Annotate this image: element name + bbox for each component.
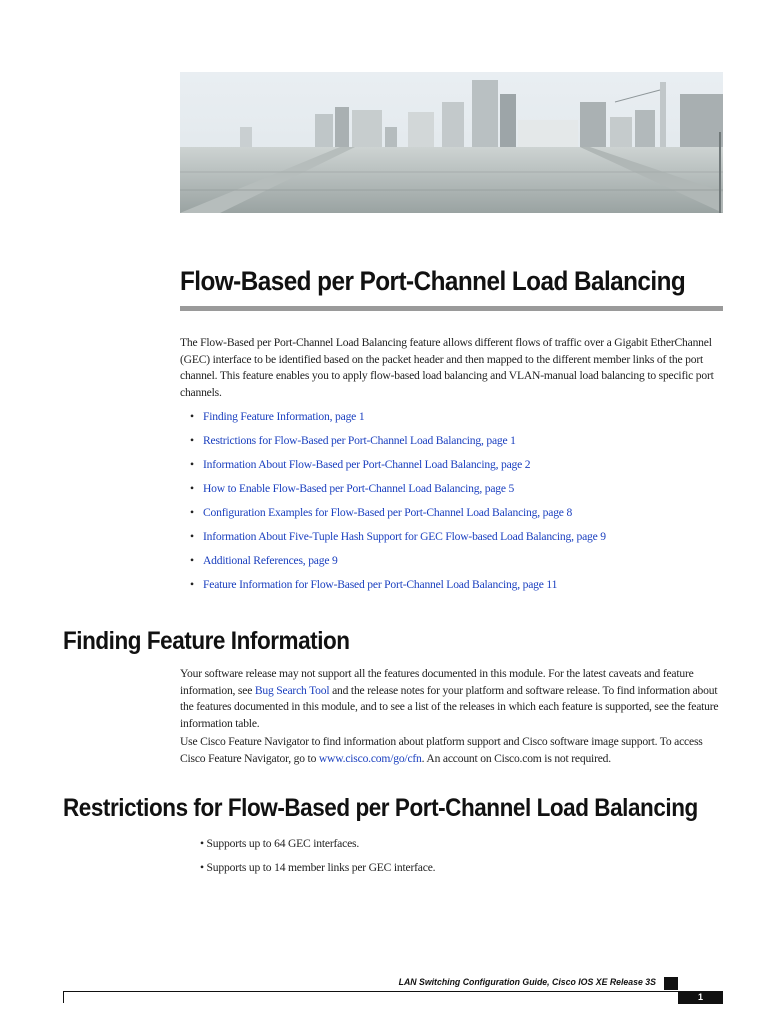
title-underline xyxy=(180,306,723,311)
bullet-icon: • xyxy=(190,410,194,423)
toc-link[interactable]: Feature Information for Flow-Based per Port-Channel Load Balancing, page 11 xyxy=(203,578,558,591)
toc-item[interactable] xyxy=(190,457,606,481)
finding-paragraph-2: Use Cisco Feature Navigator to find information about platform support and Cisco software image support. To access Cisco Feature Navigator, go to www.cisco.com/go/cfn. An account on Cisco.com is not required. xyxy=(180,735,703,765)
bullet-icon: • xyxy=(190,506,194,519)
toc-link[interactable]: Information About Flow-Based per Port-Channel Load Balancing, page 2 xyxy=(203,458,531,471)
bullet-icon: • xyxy=(190,578,194,591)
toc-item[interactable] xyxy=(190,529,606,553)
header-banner-image xyxy=(180,72,723,213)
toc-link[interactable]: How to Enable Flow-Based per Port-Channel Load Balancing, page 5 xyxy=(203,482,515,495)
toc-item[interactable] xyxy=(190,481,606,505)
bullet-icon: • xyxy=(190,482,194,495)
toc-item[interactable] xyxy=(190,409,606,433)
toc-link[interactable]: Additional References, page 9 xyxy=(203,554,338,567)
toc-link[interactable]: Restrictions for Flow-Based per Port-Channel Load Balancing, page 1 xyxy=(203,434,516,447)
toc-item[interactable] xyxy=(190,505,606,529)
page-title: Flow-Based per Port-Channel Load Balancing xyxy=(180,266,686,296)
footer-guide-title: LAN Switching Configuration Guide, Cisco IOS XE Release 3S xyxy=(398,977,656,988)
bullet-icon: • xyxy=(190,458,194,471)
table-of-contents xyxy=(190,409,606,601)
footer-marker xyxy=(664,977,678,990)
restrictions-list xyxy=(200,836,435,884)
bullet-icon: • xyxy=(190,434,194,447)
toc-item[interactable] xyxy=(190,433,606,457)
page-number: 1 xyxy=(678,991,723,1004)
intro-paragraph: The Flow-Based per Port-Channel Load Balancing feature allows different flows of traffic over a Gigabit EtherChannel (GEC) interface to be identified based on the packet header and then mapped to the different member links of the port channel. This feature enables you to apply flow-based load balancing and VLAN-manual load balancing to specific port channels. xyxy=(180,336,714,399)
section-heading-restrictions: Restrictions for Flow-Based per Port-Channel Load Balancing xyxy=(63,794,698,822)
toc-item[interactable] xyxy=(190,577,606,601)
bullet-icon: • xyxy=(190,554,194,567)
feature-navigator-link[interactable]: www.cisco.com/go/cfn xyxy=(318,751,422,765)
bug-search-tool-link[interactable]: Bug Search Tool xyxy=(254,683,330,697)
list-item: • Supports up to 64 GEC interfaces. xyxy=(200,837,360,850)
toc-link[interactable]: Finding Feature Information, page 1 xyxy=(203,410,365,423)
toc-link[interactable]: Configuration Examples for Flow-Based per Port-Channel Load Balancing, page 8 xyxy=(203,506,573,519)
finding-paragraph-1: Your software release may not support all the features documented in this module. For the latest caveats and feature information, see Bug Search Tool and the release notes for your platform and software release. To find information about the features documented in this module, and to see a list of the releases in which each feature is supported, see the feature information table. xyxy=(180,667,719,730)
toc-item[interactable] xyxy=(190,553,606,577)
footer-tick-mark xyxy=(63,991,64,1003)
city-skyline-photo xyxy=(180,72,723,213)
section-heading-finding: Finding Feature Information xyxy=(63,627,350,655)
toc-link[interactable]: Information About Five-Tuple Hash Support for GEC Flow-based Load Balancing, page 9 xyxy=(203,530,606,543)
bullet-icon: • xyxy=(190,530,194,543)
footer-divider xyxy=(63,991,678,992)
list-item: • Supports up to 14 member links per GEC interface. xyxy=(200,861,436,874)
